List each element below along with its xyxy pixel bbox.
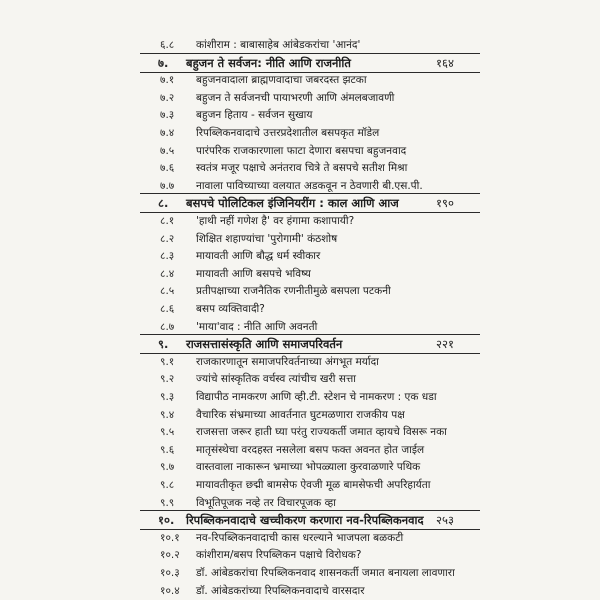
- toc-item-row: [0, 353, 600, 371]
- section-title: ज्यांचे सांस्कृतिक वर्चस्व त्यांचीच खरी सत्ता: [196, 373, 356, 386]
- toc-number: ९.४: [160, 408, 175, 421]
- toc-number: ८.४: [160, 267, 175, 280]
- section-title: शिक्षित शहाण्यांचा 'पुरोगामी' कंठशोष: [196, 232, 338, 245]
- toc-item-row: [0, 265, 600, 283]
- toc-number: १०.३: [160, 567, 180, 579]
- toc-number: ९.६: [160, 443, 175, 456]
- toc-item-row: [0, 546, 600, 564]
- toc-number: १०.१: [160, 531, 180, 544]
- toc-number: ९.८: [160, 479, 175, 491]
- toc-item-row: [0, 300, 600, 318]
- toc-number: ६.८: [160, 39, 175, 51]
- toc-number: ८.३: [160, 250, 175, 263]
- toc-item-row: [0, 406, 600, 424]
- section-title: कांशीराम : बाबासाहेब आंबेडकरांचा 'आनंद': [196, 39, 361, 51]
- toc-item-row: [0, 423, 600, 441]
- toc-number: ८.२: [160, 232, 175, 245]
- toc-item-row: [0, 494, 600, 512]
- toc-item-row: [0, 370, 600, 388]
- section-title: वैचारिक संभ्रमाच्या आवर्तनात घुटमळणारा राजकीय पक्ष: [196, 408, 405, 421]
- toc-number: ८.७: [160, 320, 175, 333]
- toc-chapter-row: [0, 194, 600, 212]
- section-title: बहुजन हिताय - सर्वजन सुखाय: [196, 109, 313, 122]
- section-title: प्रतीपक्षाच्या राजनैतिक रणनीतीमुळे बसपला पटकनी: [196, 285, 391, 298]
- toc-number: १०.: [158, 513, 175, 528]
- toc-number: ७.६: [160, 162, 175, 175]
- section-title: मायावतीकृत छद्मी बामसेफ ऐवजी मूळ बामसेफची अपरिहार्यता: [196, 479, 431, 491]
- section-title: कांशीराम/बसप रिपब्लिकन पक्षाचे विरोधक?: [196, 549, 362, 562]
- toc-number: ७.५: [160, 144, 175, 157]
- section-title: मायावती आणि बौद्ध धर्म स्वीकार: [196, 250, 321, 263]
- section-title: मातृसंस्थेचा वरदहस्त नसलेला बसप फक्त अवनत होत जाईल: [196, 443, 425, 456]
- toc-item-row: [0, 441, 600, 459]
- section-title: वास्तवाला नाकारून भ्रमाच्या भोपळ्याला कुरवाळणारे पथिक: [196, 461, 421, 474]
- toc-item-row: [0, 529, 600, 547]
- chapter-page-number: १६४: [436, 55, 454, 70]
- chapter-page-number: २५३: [436, 513, 454, 528]
- toc-item-row: [0, 282, 600, 300]
- toc-chapter-row: [0, 335, 600, 353]
- section-title: स्वतंत्र मजूर पक्षाचे अनंतराव चित्रे ते बसपचे सतीश मिश्रा: [196, 162, 408, 175]
- toc-item-row: [0, 318, 600, 336]
- section-title: बसप व्यक्तिवादी?: [196, 303, 265, 315]
- toc-item-row: [0, 106, 600, 124]
- toc-chapter-row: [0, 511, 600, 529]
- section-title: 'माया'वाद : नीति आणि अवनती: [196, 320, 318, 333]
- section-title: बहुजन ते सर्वजनची पायाभरणी आणि अंमलबजावणी: [196, 91, 395, 104]
- toc-number: ८.६: [160, 303, 175, 315]
- section-title: विद्यापीठ नामकरण आणि व्ही.टी. स्टेशन चे नामकरण : एक धडा: [196, 391, 437, 403]
- toc-number: ७.१: [160, 74, 175, 87]
- chapter-title: बसपचे पोलिटिकल इंजिनियरींग : काल आणि आज: [186, 196, 399, 211]
- toc-chapter-row: [0, 54, 600, 72]
- toc-item-row: [0, 458, 600, 476]
- chapter-title: राजसत्तासंस्कृति आणि समाजपरिवर्तन: [186, 337, 343, 352]
- toc-item-row: [0, 159, 600, 177]
- toc-number: ९.२: [160, 373, 175, 386]
- toc-number: ९.७: [160, 461, 175, 474]
- toc-item-row: [0, 89, 600, 107]
- toc-item-row: [0, 388, 600, 406]
- section-title: बहुजनवादाला ब्राह्मणवादाचा जबरदस्त झटका: [196, 74, 367, 87]
- toc-number: ८.: [158, 196, 169, 211]
- section-title: नावाला पाविच्याच्या वलयात अडकवून न ठेवणारी बी.एस.पी.: [196, 179, 423, 192]
- section-title: रिपब्लिकनवादाचे उत्तरप्रदेशातील बसपकृत मॉडेल: [196, 127, 380, 139]
- toc-number: ८.५: [160, 285, 175, 298]
- toc-number: ९.३: [160, 391, 175, 403]
- toc-number: ९.: [158, 337, 169, 352]
- toc-item-row: [0, 71, 600, 89]
- chapter-title: रिपब्लिकनवादाचे खच्चीकरण करणारा नव-रिपब्लिकनवाद: [186, 513, 424, 528]
- toc-number: ७.४: [160, 127, 175, 139]
- chapter-title: बहुजन ते सर्वजन: नीति आणि राजनीति: [186, 55, 351, 70]
- toc-item-row: [0, 36, 600, 54]
- section-title: राजकारणातून समाजपरिवर्तनाच्या अंगभूत मर्यादा: [196, 355, 379, 368]
- toc-item-row: [0, 142, 600, 160]
- toc-item-row: [0, 247, 600, 265]
- toc-number: ९.५: [160, 426, 175, 439]
- toc-number: ७.२: [160, 91, 175, 104]
- section-title: पारंपरिक राजकारणाला फाटा देणारा बसपचा बहुजनवाद: [196, 144, 407, 157]
- chapter-page-number: २२१: [436, 337, 454, 352]
- toc-number: १०.२: [160, 549, 180, 562]
- section-title: नव-रिपब्लिकनवादाची कास धरल्याने भाजपला बळकटी: [196, 531, 404, 544]
- toc-item-row: [0, 212, 600, 230]
- toc-number: ७.७: [160, 179, 175, 192]
- section-title: डॉ. आंबेडकरांच्या रिपब्लिकनवादाचे वारसदार: [196, 584, 365, 597]
- toc-item-row: [0, 582, 600, 600]
- toc-number: ८.१: [160, 215, 175, 227]
- section-title: 'हाथी नहीं गणेश है' वर हंगामा कशापायी?: [196, 215, 355, 227]
- section-title: विभूतिपूजक नव्हे तर विचारपूजक व्हा: [196, 496, 336, 509]
- section-title: डॉ. आंबेडकरांचा रिपब्लिकनवाद शासनकर्ती जमात बनायला लावणारा: [196, 567, 455, 579]
- toc-item-row: [0, 124, 600, 142]
- toc-number: ९.९: [160, 496, 175, 509]
- chapter-page-number: १९०: [436, 196, 454, 211]
- toc-number: ७.३: [160, 109, 175, 122]
- toc-item-row: [0, 476, 600, 494]
- toc-item-row: [0, 564, 600, 582]
- toc-number: १०.४: [160, 584, 180, 597]
- section-title: मायावती आणि बसपचे भविष्य: [196, 267, 311, 280]
- section-title: राजसत्ता जरूर हाती घ्या परंतु राज्यकर्ती जमात व्हायचे विसरू नका: [196, 426, 447, 439]
- toc-item-row: [0, 230, 600, 248]
- toc-number: ९.१: [160, 355, 175, 368]
- toc-number: ७.: [158, 55, 169, 70]
- toc-item-row: [0, 177, 600, 195]
